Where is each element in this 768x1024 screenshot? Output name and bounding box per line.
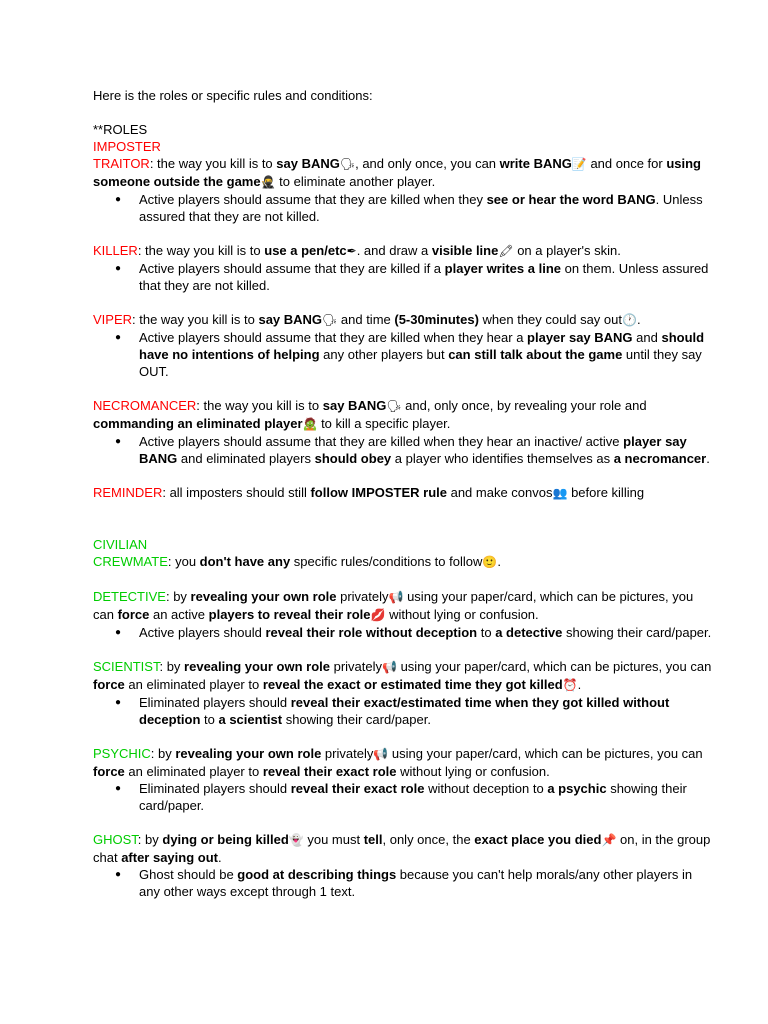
speaking-head-icon: 🗣 [339,157,356,171]
psychic-role-name: PSYCHIC [93,746,151,761]
crewmate-role-name: CREWMATE [93,554,168,569]
traitor-bullets [93,191,712,225]
imposter-header: IMPOSTER [93,139,161,154]
zombie-icon: 🧟 [302,417,318,431]
civilian-header: CIVILIAN [93,537,148,552]
list-item: ● Active players should reveal their role without deception to a detective showing their card/paper. [139,624,712,641]
traitor-paragraph: TRAITOR: the way you kill is to say BANG🗣, and only once, you can write BANG📝 and once for using someone outside the game🥷 to eliminate another player. [93,156,701,189]
necromancer-paragraph: NECROMANCER: the way you kill is to say BANG🗣 and, only once, by revealing your role and commanding an eliminated player🧟 to kill a specific player. [93,398,647,431]
reminder-label: REMINDER [93,485,163,500]
list-item: ● Eliminated players should reveal their exact role without deception to a psychic showing their card/paper. [139,780,712,814]
list-item: ● Ghost should be good at describing things because you can't help morals/any other players in any other ways except through 1 text. [139,866,712,900]
megaphone-icon: 📢 [388,590,404,604]
ninja-icon: 🥷 [260,175,276,189]
list-item: ● Active players should assume that they are killed when they hear a player say BANG and should have no intentions of helping any other players but can still talk about the game until they say OUT. [139,329,712,380]
killer-paragraph: KILLER: the way you kill is to use a pen/etc✒. and draw a visible line🖍 on a player's skin. [93,243,621,258]
viper-paragraph: VIPER: the way you kill is to say BANG🗣 and time (5-30minutes) when they could say out🕐. [93,312,641,327]
ghost-paragraph: GHOST: by dying or being killed👻 you must tell, only once, the exact place you died📌 on, in the group chat after saying out. [93,832,711,865]
pushpin-icon: 📌 [601,833,617,847]
megaphone-icon: 📢 [382,660,397,674]
reminder-paragraph: REMINDER: all imposters should still follow IMPOSTER rule and make convos👥 before killing [93,485,645,500]
scientist-role-name: SCIENTIST [93,659,160,674]
scientist-paragraph: SCIENTIST: by revealing your own role privately📢 using your paper/card, which can be pictures, you can force an eliminated player to reveal the exact or estimated time they got killed⏰. [93,659,712,692]
detective-role-name: DETECTIVE [93,589,166,604]
speaking-head-icon: 🗣 [322,313,338,327]
detective-paragraph: DETECTIVE: by revealing your own role privately📢 using your paper/card, which can be pictures, you can force an active players to reveal their role💋 without lying or confusion. [93,589,694,622]
speaking-head-icon: 🗣 [386,399,402,413]
people-icon: 👥 [552,486,568,500]
killer-role-name: KILLER [93,243,138,258]
alarm-clock-icon: ⏰ [562,678,578,692]
crayon-icon: 🖍 [498,244,514,258]
list-item: ● Active players should assume that they are killed if a player writes a line on them. Unless assured that they are not killed. [139,260,712,294]
traitor-role-name: TRAITOR [93,156,150,171]
ghost-bullets [93,866,712,900]
smile-icon: 🙂 [482,555,498,569]
psychic-paragraph: PSYCHIC: by revealing your own role privately📢 using your paper/card, which can be pictures, you can force an eliminated player to reveal their exact role without lying or confusion. [93,746,703,779]
megaphone-icon: 📢 [373,747,389,761]
ghost-role-name: GHOST [93,832,138,847]
psychic-bullets [93,780,712,814]
viper-bullets [93,329,712,380]
pen-icon: ✒ [346,244,357,258]
scientist-bullets [93,694,712,728]
list-item: ● Active players should assume that they are killed when they hear an inactive/ active player say BANG and eliminated players should obey a player who identifies themselves as a necromancer. [139,433,712,467]
viper-role-name: VIPER [93,312,133,327]
necromancer-bullets [93,433,712,467]
lips-icon: 💋 [370,608,386,622]
list-item: ● Eliminated players should reveal their exact/estimated time when they got killed without deception to a scientist showing their card/paper. [139,694,712,728]
clock-icon: 🕐 [622,313,637,327]
list-item: ● Active players should assume that they are killed when they see or hear the word BANG. Unless assured that they are not killed. [139,191,712,225]
crewmate-paragraph: CREWMATE: you don't have any specific rules/conditions to follow🙂. [93,554,501,569]
ghost-icon: 👻 [288,833,304,847]
intro-line: Here is the roles or specific rules and conditions: [93,88,373,103]
killer-bullets [93,260,712,294]
roles-header: **ROLES [93,122,148,137]
memo-icon: 📝 [571,157,587,171]
detective-bullets [93,624,712,641]
necromancer-role-name: NECROMANCER [93,398,197,413]
